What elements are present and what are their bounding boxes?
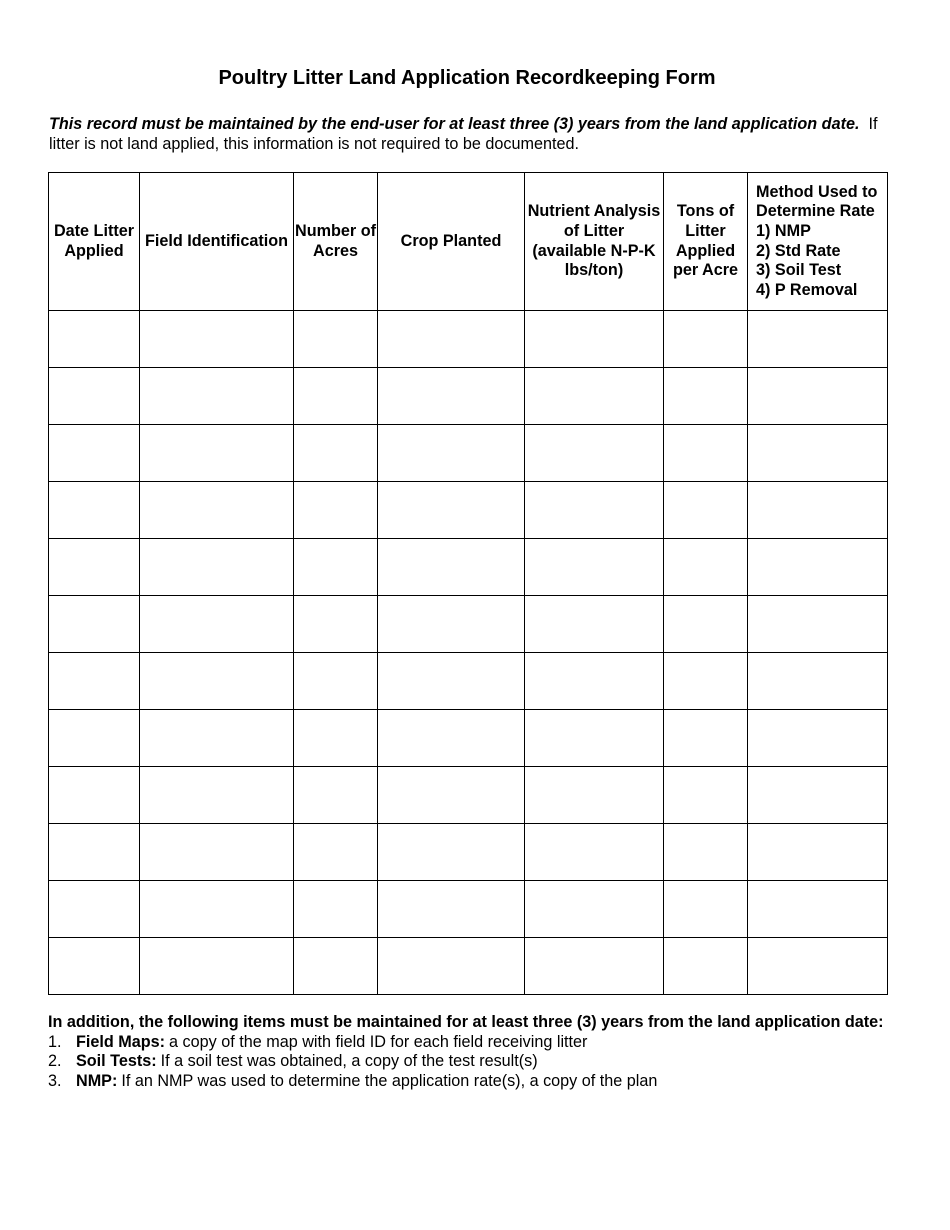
cell-crop[interactable] [378, 881, 525, 938]
list-text: a copy of the map with field ID for each field receiving litter [169, 1032, 588, 1051]
cell-date[interactable] [49, 653, 140, 710]
cell-tons-per-acre[interactable] [664, 710, 748, 767]
cell-tons-per-acre[interactable] [664, 767, 748, 824]
list-term: Soil Tests: [76, 1052, 157, 1071]
page-title: Poultry Litter Land Application Recordkeeping Form [218, 67, 716, 89]
cell-nutrient-analysis[interactable] [525, 653, 664, 710]
list-number: 2. [48, 1052, 62, 1071]
header-nutrient-analysis: Nutrient Analysis of Litter (available N-P-K lbs/ton) [525, 173, 664, 311]
cell-field-id[interactable] [140, 653, 294, 710]
header-tons-per-acre: Tons of Litter Applied per Acre [664, 173, 748, 311]
cell-tons-per-acre[interactable] [664, 938, 748, 995]
cell-crop[interactable] [378, 767, 525, 824]
table-row [49, 938, 888, 995]
cell-acres[interactable] [294, 653, 378, 710]
header-date-litter-applied: Date Litter Applied [49, 173, 140, 311]
cell-nutrient-analysis[interactable] [525, 938, 664, 995]
header-method-used [748, 173, 888, 311]
table-row [49, 767, 888, 824]
cell-nutrient-analysis[interactable] [525, 824, 664, 881]
method-option: 2) Std Rate [756, 241, 841, 260]
cell-date[interactable] [49, 938, 140, 995]
application-record-table [48, 172, 888, 995]
cell-field-id[interactable] [140, 938, 294, 995]
cell-date[interactable] [49, 482, 140, 539]
cell-tons-per-acre[interactable] [664, 539, 748, 596]
cell-field-id[interactable] [140, 596, 294, 653]
cell-date[interactable] [49, 311, 140, 368]
cell-method[interactable] [748, 311, 888, 368]
cell-acres[interactable] [294, 710, 378, 767]
cell-crop[interactable] [378, 938, 525, 995]
record-body [49, 311, 888, 995]
cell-crop[interactable] [378, 824, 525, 881]
cell-field-id[interactable] [140, 539, 294, 596]
list-term: Field Maps: [76, 1032, 166, 1051]
table-row [49, 824, 888, 881]
cell-field-id[interactable] [140, 482, 294, 539]
cell-method[interactable] [748, 539, 888, 596]
cell-method[interactable] [748, 938, 888, 995]
cell-date[interactable] [49, 710, 140, 767]
footer-requirements [48, 1013, 898, 1091]
cell-nutrient-analysis[interactable] [525, 710, 664, 767]
cell-acres[interactable] [294, 311, 378, 368]
cell-field-id[interactable] [140, 311, 294, 368]
cell-nutrient-analysis[interactable] [525, 767, 664, 824]
cell-nutrient-analysis[interactable] [525, 425, 664, 482]
list-item [48, 1052, 898, 1072]
list-number: 3. [48, 1071, 62, 1090]
cell-method[interactable] [748, 710, 888, 767]
cell-crop[interactable] [378, 482, 525, 539]
cell-date[interactable] [49, 881, 140, 938]
method-option: 4) P Removal [756, 280, 858, 299]
cell-method[interactable] [748, 425, 888, 482]
cell-tons-per-acre[interactable] [664, 368, 748, 425]
cell-method[interactable] [748, 881, 888, 938]
cell-acres[interactable] [294, 539, 378, 596]
cell-date[interactable] [49, 596, 140, 653]
list-text: If a soil test was obtained, a copy of the test result(s) [160, 1052, 538, 1071]
list-number: 1. [48, 1032, 62, 1051]
table-row [49, 653, 888, 710]
cell-nutrient-analysis[interactable] [525, 596, 664, 653]
cell-tons-per-acre[interactable] [664, 881, 748, 938]
footer-lead: In addition, the following items must be maintained for at least three (3) years from the land application date: [48, 1013, 884, 1031]
cell-acres[interactable] [294, 425, 378, 482]
cell-nutrient-analysis[interactable] [525, 539, 664, 596]
cell-tons-per-acre[interactable] [664, 824, 748, 881]
cell-crop[interactable] [378, 368, 525, 425]
cell-nutrient-analysis[interactable] [525, 311, 664, 368]
cell-method[interactable] [748, 596, 888, 653]
intro-emphasis: This record must be maintained by the end-user for at least three (3) years from the land application date. [49, 115, 860, 133]
cell-tons-per-acre[interactable] [664, 482, 748, 539]
intro-paragraph [49, 114, 899, 154]
method-option: 1) NMP [756, 221, 811, 240]
cell-method[interactable] [748, 767, 888, 824]
cell-field-id[interactable] [140, 767, 294, 824]
cell-crop[interactable] [378, 311, 525, 368]
cell-method[interactable] [748, 653, 888, 710]
cell-acres[interactable] [294, 596, 378, 653]
cell-tons-per-acre[interactable] [664, 596, 748, 653]
header-crop-planted: Crop Planted [378, 173, 525, 311]
cell-crop[interactable] [378, 710, 525, 767]
header-number-of-acres: Number of Acres [294, 173, 378, 311]
cell-date[interactable] [49, 824, 140, 881]
cell-crop[interactable] [378, 425, 525, 482]
cell-nutrient-analysis[interactable] [525, 368, 664, 425]
cell-nutrient-analysis[interactable] [525, 482, 664, 539]
cell-acres[interactable] [294, 881, 378, 938]
cell-tons-per-acre[interactable] [664, 653, 748, 710]
header-field-identification: Field Identification [140, 173, 294, 311]
cell-acres[interactable] [294, 824, 378, 881]
cell-date[interactable] [49, 425, 140, 482]
cell-date[interactable] [49, 368, 140, 425]
cell-field-id[interactable] [140, 368, 294, 425]
list-item [48, 1033, 898, 1053]
cell-field-id[interactable] [140, 710, 294, 767]
list-text: If an NMP was used to determine the application rate(s), a copy of the plan [121, 1071, 658, 1090]
cell-tons-per-acre[interactable] [664, 425, 748, 482]
table-row [49, 482, 888, 539]
intro-rest: If litter is not land applied, this information is not required to be documented. [49, 115, 878, 153]
table-row [49, 596, 888, 653]
cell-method[interactable] [748, 368, 888, 425]
table-row [49, 368, 888, 425]
method-title: Method Used to Determine Rate [756, 182, 878, 221]
requirements-list [48, 1033, 898, 1092]
cell-crop[interactable] [378, 539, 525, 596]
cell-tons-per-acre[interactable] [664, 311, 748, 368]
table-row [49, 539, 888, 596]
cell-field-id[interactable] [140, 425, 294, 482]
table-row [49, 710, 888, 767]
table-row [49, 425, 888, 482]
cell-method[interactable] [748, 824, 888, 881]
table-row [49, 311, 888, 368]
table-row [49, 881, 888, 938]
cell-acres[interactable] [294, 938, 378, 995]
cell-acres[interactable] [294, 368, 378, 425]
cell-field-id[interactable] [140, 881, 294, 938]
method-option: 3) Soil Test [756, 261, 842, 280]
cell-date[interactable] [49, 767, 140, 824]
cell-date[interactable] [49, 539, 140, 596]
cell-nutrient-analysis[interactable] [525, 881, 664, 938]
cell-method[interactable] [748, 482, 888, 539]
cell-crop[interactable] [378, 653, 525, 710]
list-item [48, 1072, 898, 1092]
cell-acres[interactable] [294, 767, 378, 824]
cell-acres[interactable] [294, 482, 378, 539]
cell-field-id[interactable] [140, 824, 294, 881]
header-row [49, 173, 888, 311]
list-term: NMP: [76, 1071, 118, 1090]
cell-crop[interactable] [378, 596, 525, 653]
